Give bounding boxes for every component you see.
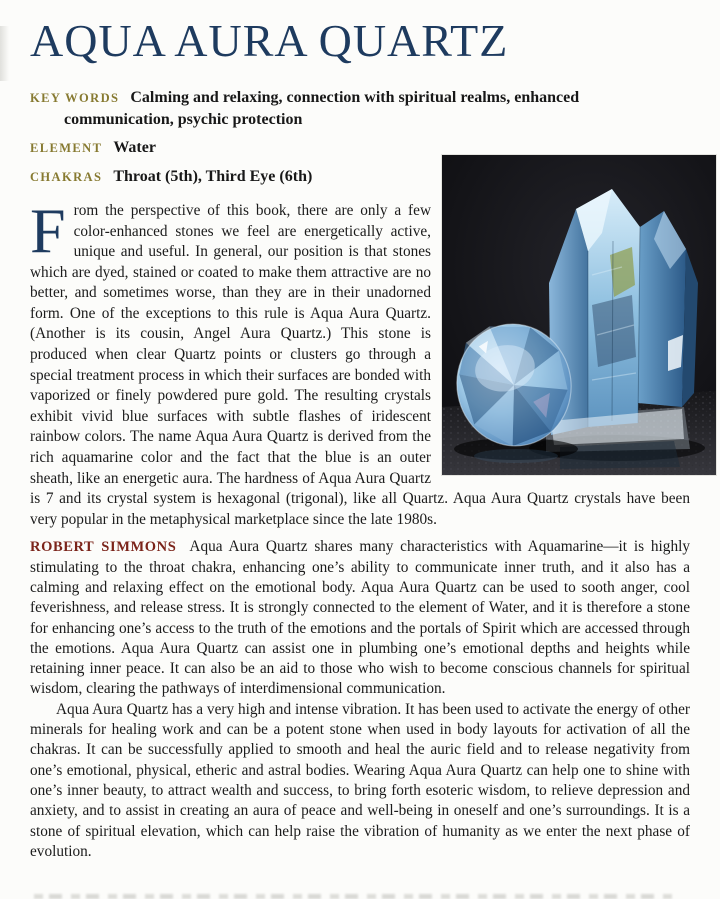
crystal-photo-image bbox=[442, 155, 716, 475]
page-title: AQUA AURA QUARTZ bbox=[30, 15, 509, 66]
scan-edge-artifact bbox=[0, 26, 9, 81]
article-body bbox=[30, 194, 690, 862]
element-label: ELEMENT bbox=[30, 140, 103, 155]
author-paragraph-1-text: Aqua Aura Quartz shares many characteristics with Aquamarine—it is highly stimulating to the throat chakra, enhancing one’s ability to communicate inner truth, and it also has a calming and relaxing effect on the emotional body. Aqua Aura Quartz can be used to sooth anger, cool feverishness, and release stress. It is strongly connected to the element of Water, and it is therefore a stone for enhancing one’s access to the truth of the emotions and the portals of Spirit which are accessed through the emotions. Aqua Aura Quartz can assist one in plumbing one’s emotional depths and heights while retaining inner peace. It can also be an aid to those who wish to become conscious channels for spiritual wisdom, clearing the pathways of interdimensional communication. bbox=[30, 538, 690, 698]
chakras-value: Throat (5th), Third Eye (6th) bbox=[113, 167, 313, 185]
chakras-label: CHAKRAS bbox=[30, 169, 103, 184]
author-paragraph-1 bbox=[30, 537, 690, 699]
crystal-photo bbox=[442, 155, 716, 475]
author-label: ROBERT SIMMONS bbox=[30, 539, 177, 556]
drop-cap: F bbox=[30, 194, 66, 266]
element-value: Water bbox=[113, 138, 156, 156]
keywords-label: KEY WORDS bbox=[30, 90, 120, 105]
intro-text: rom the perspective of this book, there are only a few color-enhanced stones we feel are energetically active, unique and useful. In general, our position is that stones which are dyed, stained or coated to make them attractive are no better, and sometimes worse, than they are in their unadorned form. One of the exceptions to this rule is Aqua Aura Quartz. (Another is its cousin, Angel Aura Quartz.) This stone is produced when clear Quartz points or clusters go through a special treatment process in which their surfaces are bonded with vaporized or finely powdered pure gold. The resulting crystals exhibit vivid blue surfaces with subtle flashes of iridescent rainbow colors. The name Aqua Aura Quartz is derived from the rich aquamarine color and the fact that the blue is an outer sheath, like an energetic aura. The hardness of Aqua Aura Quartz is 7 and its crystal system is hexagonal (trigonal), like all Quartz. Aqua Aura Quartz crystals have been very popular in the metaphysical marketplace since the late 1980s. bbox=[30, 201, 690, 528]
keywords-value: Calming and relaxing, connection with spiritual realms, enhanced communication, psychic protection bbox=[64, 88, 580, 128]
cut-off-text-line bbox=[34, 894, 676, 899]
author-paragraph-2: Aqua Aura Quartz has a very high and intense vibration. It has been used to activate the energy of other minerals for healing work and can be a potent stone when used in body layouts for activation of all the chakras. It can be successfully applied to smooth and heal the auric field and to release negativity from one’s emotional, physical, etheric and astral bodies. Wearing Aqua Aura Quartz can help one to shine with one’s inner beauty, to attract wealth and success, to bring forth esoteric wisdom, to relieve depression and anxiety, and to assist in creating an aura of peace and well-being in oneself and one’s surroundings. It is a stone of spiritual elevation, which can help raise the vibration of humanity as we enter the next phase of evolution. bbox=[30, 700, 690, 860]
attribute-row-keywords bbox=[30, 87, 690, 130]
